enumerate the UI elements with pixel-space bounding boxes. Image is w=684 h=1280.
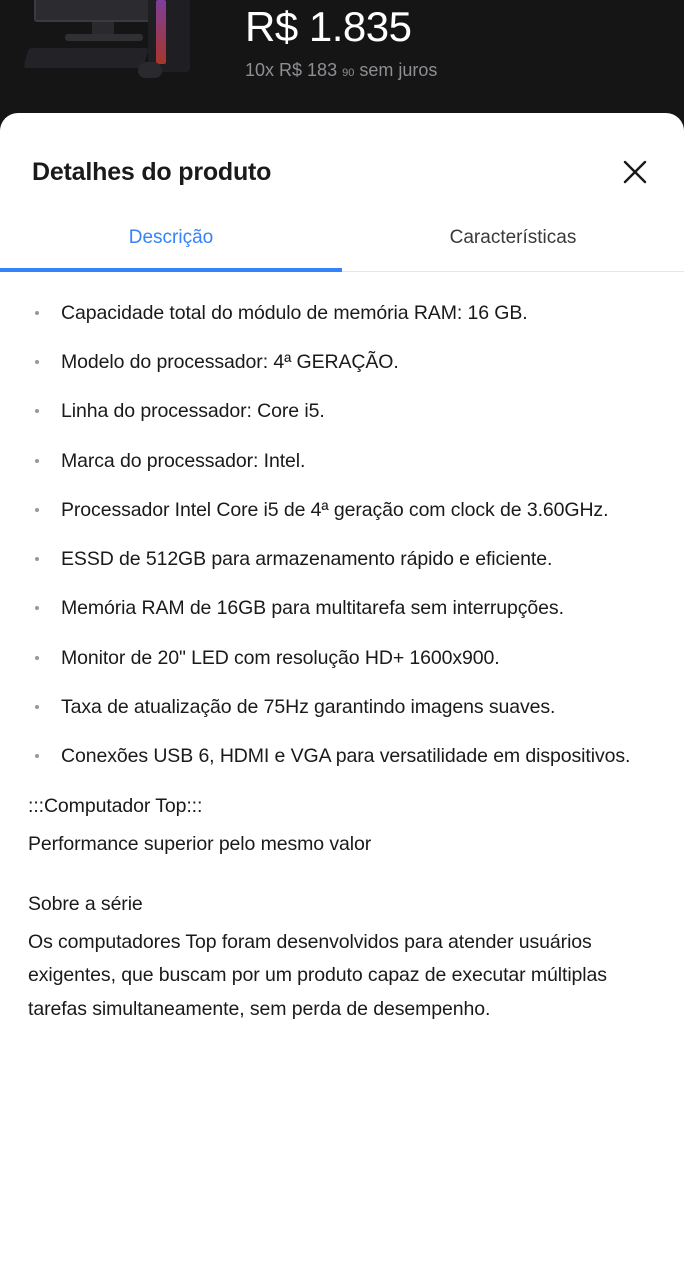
product-header-background (0, 0, 684, 125)
page-title: Detalhes do produto (32, 157, 272, 186)
close-icon[interactable] (616, 153, 654, 191)
installment-count: 10x (245, 60, 275, 80)
details-tabs (0, 213, 684, 272)
keyboard-graphic (24, 48, 149, 68)
description-heading-2: Sobre a série (28, 893, 143, 916)
list-item: Memória RAM de 16GB para multitarefa sem interrupções. (32, 593, 656, 623)
installment-note: sem juros (359, 60, 438, 80)
description-content (0, 272, 684, 1269)
list-item: Linha do processador: Core i5. (32, 396, 656, 426)
list-item: Conexões USB 6, HDMI e VGA para versatilidade em dispositivos. (32, 741, 656, 771)
product-image (20, 0, 210, 120)
sheet-header (0, 113, 684, 213)
list-item: Modelo do processador: 4ª GERAÇÃO. (32, 347, 656, 377)
description-tagline: Performance superior pelo mesmo valor (28, 832, 372, 855)
description-heading-1: :::Computador Top::: (28, 795, 203, 818)
installment-info (245, 60, 437, 81)
installment-cents: 90 (342, 67, 355, 79)
list-item: Processador Intel Core i5 de 4ª geração com clock de 3.60GHz. (32, 495, 656, 525)
list-item: Marca do processador: Intel. (32, 446, 656, 476)
tower-accent-graphic (156, 0, 166, 64)
product-details-sheet (0, 113, 684, 1280)
monitor-base-graphic (65, 34, 143, 41)
mouse-graphic (138, 62, 162, 78)
tab-caracteristicas[interactable]: Características (449, 227, 577, 248)
list-item: Capacidade total do módulo de memória RAM: 16 GB. (32, 298, 656, 328)
tab-descricao[interactable]: Descrição (128, 227, 214, 248)
list-item: ESSD de 512GB para armazenamento rápido e eficiente. (32, 544, 656, 574)
spec-list (32, 298, 656, 771)
price-block (245, 0, 437, 81)
installment-value: 183 (307, 60, 338, 80)
installment-currency: R$ (279, 60, 303, 80)
description-body-1: Os computadores Top foram desenvolvidos para atender usuários exigentes, que buscam por um produto capaz de executar múltiplas tarefas simultaneamente, sem perda de desempenho. (28, 930, 607, 1020)
list-item: Monitor de 20" LED com resolução HD+ 1600x900. (32, 643, 656, 673)
tab-active-indicator (0, 268, 342, 272)
price-amount: R$ 1.835 (245, 3, 412, 50)
list-item: Taxa de atualização de 75Hz garantindo imagens suaves. (32, 692, 656, 722)
